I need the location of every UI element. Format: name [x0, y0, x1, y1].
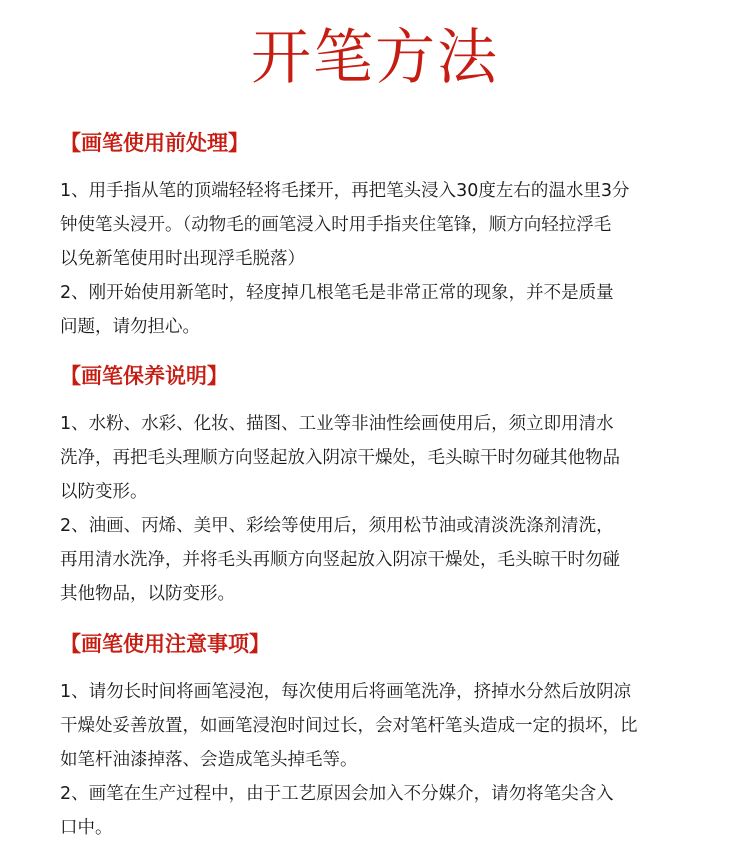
section-care-instructions [60, 358, 700, 611]
instruction-paragraph: 1、用手指从笔的顶端轻轻将毛揉开，再把笔头浸入30度左右的温水里3分 钟使笔头浸开。（动物毛的画笔浸入时用手指夹住笔锋，顺方向轻拉浮毛 以免新笔使用时出现浮毛脱落） [60, 181, 630, 269]
page-title: 开笔方法 [251, 23, 499, 93]
section-usage-precautions [60, 626, 700, 845]
section-heading: 【画笔使用注意事项】 [60, 632, 270, 656]
instruction-paragraph: 1、水粉、水彩、化妆、描图、工业等非油性绘画使用后，须立即用清水 洗净，再把毛头理顺方向竖起放入阴凉干燥处，毛头晾干时勿碰其他物品 以防变形。 [60, 414, 620, 502]
instruction-paragraph: 1、请勿长时间将画笔浸泡，每次使用后将画笔洗净，挤掉水分然后放阴凉 干燥处妥善放置，如画笔浸泡时间过长，会对笔杆笔头造成一定的损坏，比 如笔杆油漆掉落、会造成笔头掉毛等。 [60, 682, 638, 770]
section-heading: 【画笔保养说明】 [60, 364, 228, 388]
section-pre-use-treatment [60, 125, 700, 344]
instruction-paragraph: 2、画笔在生产过程中，由于工艺原因会加入不分媒介，请勿将笔尖含入 口中。 [60, 784, 614, 838]
instruction-paragraph: 2、刚开始使用新笔时，轻度掉几根笔毛是非常正常的现象，并不是质量 问题，请勿担心。 [60, 283, 614, 337]
section-heading: 【画笔使用前处理】 [60, 131, 249, 155]
instruction-paragraph: 2、油画、丙烯、美甲、彩绘等使用后，须用松节油或清淡洗涤剂清洗， 再用清水洗净，并将毛头再顺方向竖起放入阴凉干燥处，毛头晾干时勿碰 其他物品，以防变形。 [60, 516, 620, 604]
